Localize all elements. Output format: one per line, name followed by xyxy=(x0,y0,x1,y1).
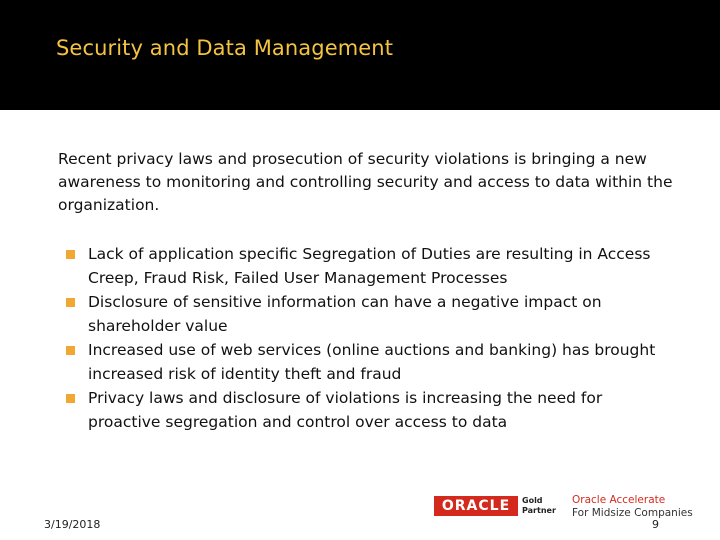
bullet-text: Privacy laws and disclosure of violations is increasing the need for proactive segregation and control over access to data xyxy=(88,389,603,431)
program-name xyxy=(572,494,693,520)
oracle-logo-icon: ORACLE xyxy=(434,496,518,516)
partner-tier xyxy=(522,496,556,516)
slide-title: Security and Data Management xyxy=(56,36,394,60)
square-bullet-icon xyxy=(66,394,75,403)
intro-paragraph: Recent privacy laws and prosecution of security violations is bringing a new awareness to monitoring and controlling security and access to data within the organization. xyxy=(58,150,673,214)
bullet-item xyxy=(64,338,664,386)
partner-tier-line2: Partner xyxy=(522,506,556,515)
bullet-text: Disclosure of sensitive information can have a negative impact on shareholder value xyxy=(88,293,602,335)
square-bullet-icon xyxy=(66,346,75,355)
square-bullet-icon xyxy=(66,298,75,307)
footer-date: 3/19/2018 xyxy=(44,518,101,531)
bullet-text: Increased use of web services (online auctions and banking) has brought increased risk of identity theft and fraud xyxy=(88,341,656,383)
bullet-list xyxy=(64,242,664,434)
partner-tier-line1: Gold xyxy=(522,496,543,505)
page-number: 9 xyxy=(652,518,659,531)
program-line2: For Midsize Companies xyxy=(572,507,693,519)
title-bar xyxy=(0,0,720,110)
oracle-partner-logo xyxy=(434,494,716,524)
bullet-text: Lack of application specific Segregation of Duties are resulting in Access Creep, Fraud Risk, Failed User Management Processes xyxy=(88,245,651,287)
program-line1: Oracle Accelerate xyxy=(572,494,666,506)
bullet-item xyxy=(64,386,664,434)
bullet-item xyxy=(64,290,664,338)
square-bullet-icon xyxy=(66,250,75,259)
bullet-item xyxy=(64,242,664,290)
